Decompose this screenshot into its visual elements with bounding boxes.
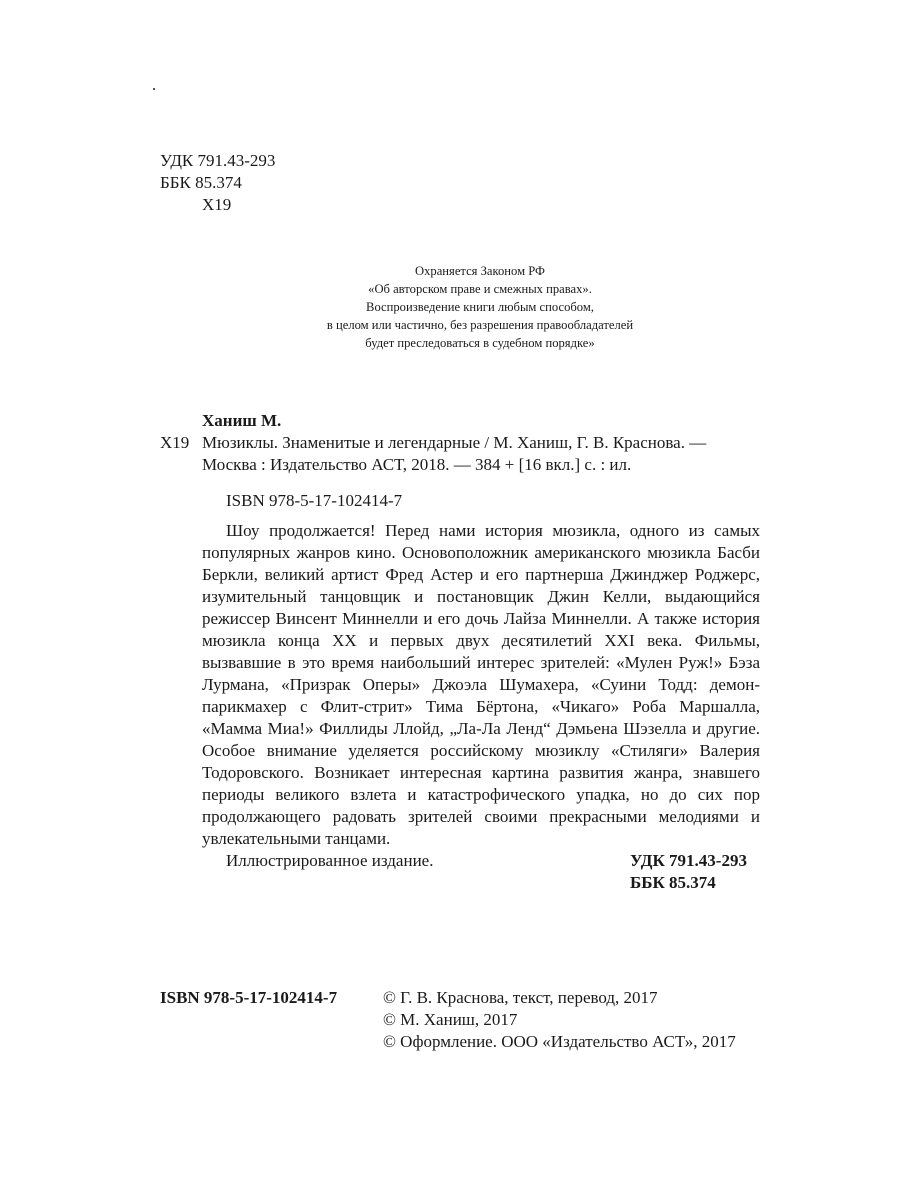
notice-line: Охраняется Законом РФ (415, 264, 545, 278)
isbn-footer: ISBN 978-5-17-102414-7 (160, 988, 338, 1007)
imprint-line: Москва : Издательство АСТ, 2018. — 384 + [16 вкл.] с. : ил. (202, 455, 632, 474)
bbk-code-bottom: ББК 85.374 (630, 873, 716, 892)
notice-line: будет преследоваться в судебном порядке» (365, 336, 595, 350)
author-code: Х19 (160, 433, 190, 452)
copyright-line: © Оформление. ООО «Издательство АСТ», 2017 (383, 1032, 736, 1051)
copyright-line: © Г. В. Краснова, текст, перевод, 2017 (383, 988, 658, 1007)
bibliographic-record (160, 410, 760, 512)
copyright-notice (250, 262, 710, 352)
notice-line: «Об авторском праве и смежных правах». (368, 282, 592, 296)
title-text: Мюзиклы. Знаменитые и легендарные / М. Ханиш, Г. В. Краснова. — (202, 433, 707, 452)
copyright-line: © М. Ханиш, 2017 (383, 1010, 518, 1029)
classification-block-top (160, 150, 275, 216)
title-line (160, 432, 760, 454)
annotation (202, 520, 760, 872)
author-mark: Х19 (202, 195, 232, 214)
notice-line: Воспроизведение книги любым способом, (366, 300, 594, 314)
author-name: Ханиш М. (202, 411, 282, 430)
annotation-note: Иллюстрированное издание. (226, 851, 434, 870)
copyright-list (383, 987, 736, 1053)
annotation-paragraph: Шоу продолжается! Перед нами история мюзикла, одного из самых популярных жанров кино. Основоположник американского мюзикла Басби Беркли, великий артист Фред Астер и его партнерша Джинджер Роджерс, изумительный танцовщик и постановщик Джин Келли, выдающийся режиссер Винсент Миннелли и его дочь Лайза Миннелли. А также история мюзикла конца XX и первых двух десятилетий XXI века. Фильмы, вызвавшие в это время наибольший интерес зрителей: «Мулен Руж!» Бэза Лурмана, «Призрак Оперы» Джоэла Шумахера, «Суини Тодд: демон-парикмахер с Флит-стрит» Тима Бёртона, «Чикаго» Роба Маршалла, «Мамма Миа!» Филлиды Ллойд, „Ла-Ла Ленд“ Дэмьена Шэзелла и другие. Особое внимание уделяется российскому мюзиклу «Стиляги» Валерия Тодоровского. Возникает интересная картина развития жанра, знавшего периоды великого взлета и катастрофического упадка, но до сих пор продолжающего радовать зрителей своими прекрасными мелодиями и увлекательными танцами. (202, 521, 760, 848)
isbn-record: ISBN 978-5-17-102414-7 (226, 491, 403, 510)
notice-line: в целом или частично, без разрешения правообладателей (326, 318, 634, 332)
udk-code-bottom: УДК 791.43-293 (630, 851, 747, 870)
udk-code: УДК 791.43-293 (160, 151, 276, 170)
bbk-code: ББК 85.374 (160, 173, 242, 192)
print-mark (153, 88, 155, 90)
classification-block-bottom (630, 850, 747, 894)
